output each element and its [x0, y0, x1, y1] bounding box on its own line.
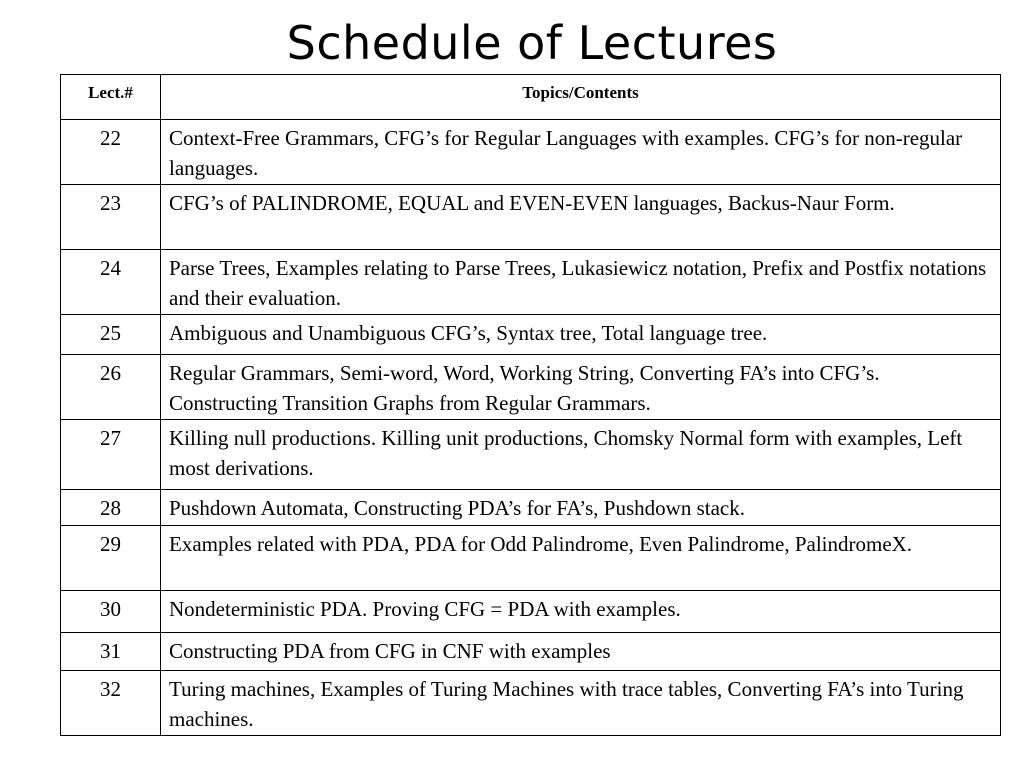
- lecture-number: 24: [61, 250, 161, 315]
- table-header-row: [61, 75, 1001, 120]
- lecture-topics: Constructing PDA from CFG in CNF with examples: [161, 633, 1001, 671]
- lecture-number: 23: [61, 185, 161, 250]
- table-row: [61, 185, 1001, 250]
- lecture-schedule-table: [60, 74, 1001, 736]
- table-row: [61, 633, 1001, 671]
- lecture-topics: Context-Free Grammars, CFG’s for Regular Languages with examples. CFG’s for non-regular languages.: [161, 120, 1001, 185]
- header-lecture-number: Lect.#: [61, 75, 161, 120]
- table-row: [61, 250, 1001, 315]
- lecture-topics: Nondeterministic PDA. Proving CFG = PDA with examples.: [161, 591, 1001, 633]
- table-row: [61, 315, 1001, 355]
- lecture-topics: Killing null productions. Killing unit productions, Chomsky Normal form with examples, Left most derivations.: [161, 420, 1001, 490]
- lecture-topics: Pushdown Automata, Constructing PDA’s for FA’s, Pushdown stack.: [161, 490, 1001, 526]
- lecture-number: 30: [61, 591, 161, 633]
- lecture-number: 25: [61, 315, 161, 355]
- lecture-topics: Parse Trees, Examples relating to Parse Trees, Lukasiewicz notation, Prefix and Postfix notations and their evaluation.: [161, 250, 1001, 315]
- header-topics: Topics/Contents: [161, 75, 1001, 120]
- table-row: [61, 671, 1001, 736]
- lecture-topics: CFG’s of PALINDROME, EQUAL and EVEN-EVEN languages, Backus-Naur Form.: [161, 185, 1001, 250]
- lecture-topics: Regular Grammars, Semi-word, Word, Working String, Converting FA’s into CFG’s. Constructing Transition Graphs from Regular Grammars.: [161, 355, 1001, 420]
- table-row: [61, 355, 1001, 420]
- slide-title: Schedule of Lectures: [286, 16, 778, 70]
- lecture-topics: Turing machines, Examples of Turing Machines with trace tables, Converting FA’s into Turing machines.: [161, 671, 1001, 736]
- table-row: [61, 120, 1001, 185]
- lecture-number: 27: [61, 420, 161, 490]
- table-row: [61, 490, 1001, 526]
- lecture-number: 28: [61, 490, 161, 526]
- lecture-number: 32: [61, 671, 161, 736]
- table-row: [61, 526, 1001, 591]
- table-row: [61, 420, 1001, 490]
- lecture-number: 31: [61, 633, 161, 671]
- lecture-topics: Ambiguous and Unambiguous CFG’s, Syntax tree, Total language tree.: [161, 315, 1001, 355]
- lecture-topics: Examples related with PDA, PDA for Odd Palindrome, Even Palindrome, PalindromeX.: [161, 526, 1001, 591]
- lecture-number: 22: [61, 120, 161, 185]
- lecture-number: 29: [61, 526, 161, 591]
- table-row: [61, 591, 1001, 633]
- lecture-number: 26: [61, 355, 161, 420]
